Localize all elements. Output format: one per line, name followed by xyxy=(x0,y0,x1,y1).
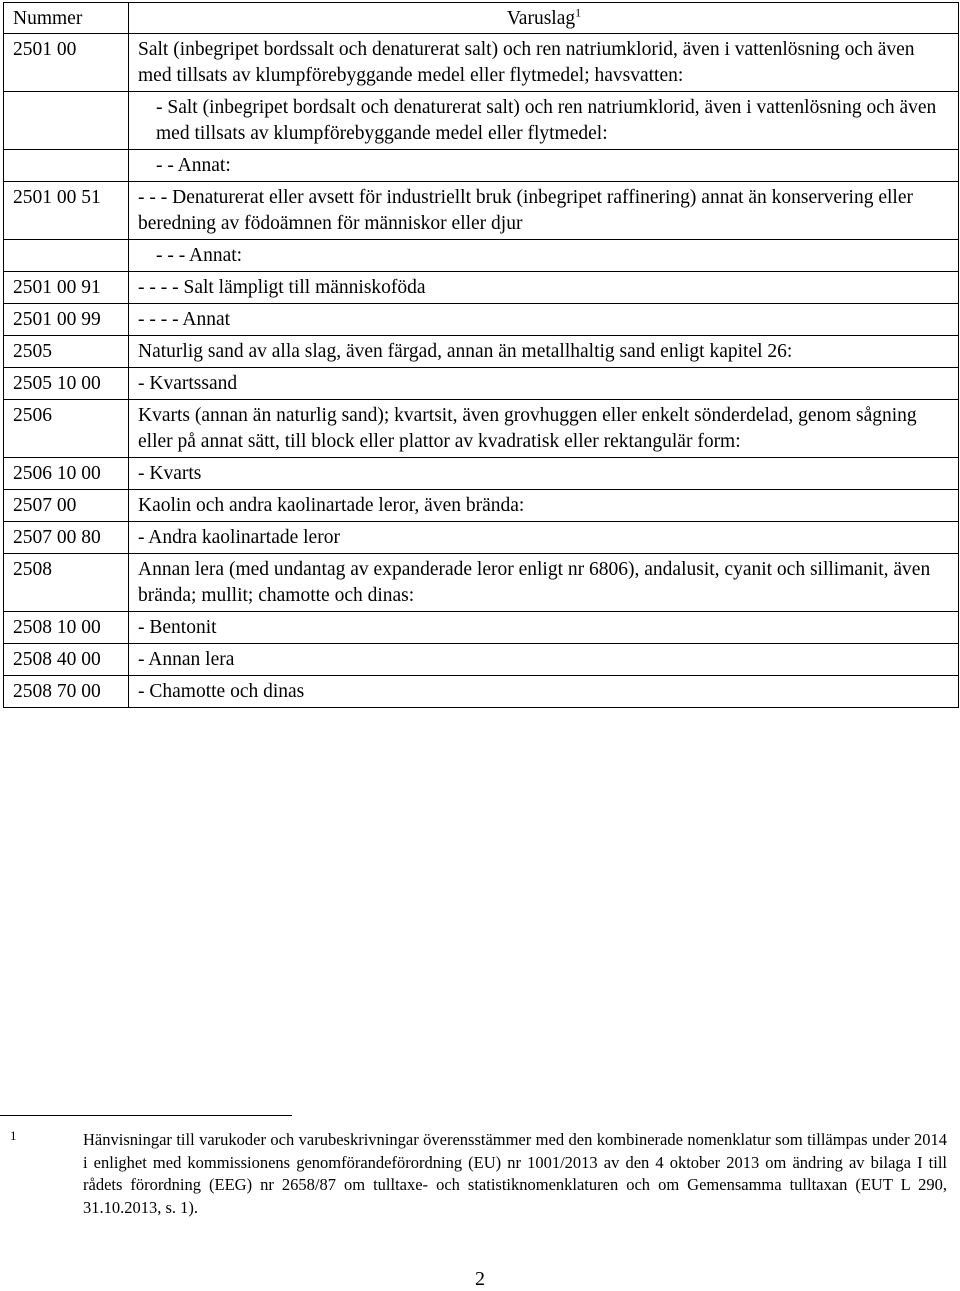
row-code: 2508 10 00 xyxy=(4,612,129,644)
row-description: - - - Annat: xyxy=(129,240,959,272)
row-code: 2507 00 80 xyxy=(4,522,129,554)
table-row xyxy=(4,304,959,336)
table-row xyxy=(4,676,959,708)
footnote-text: Hänvisningar till varukoder och varubeskrivningar överensstämmer med den kombinerade nomenklatur som tillämpas under 2014 i enlighet med kommissionens genomförandeförordning (EU) nr 1001/2013 av den 4 oktober 2013 om ändring av bilaga I till rådets förordning (EEG) nr 2658/87 om tulltaxe- och statistiknomenklaturen och om Gemensamma tulltaxan (EUT L 290, 31.10.2013, s. 1). xyxy=(83,1130,947,1217)
tariff-table xyxy=(3,2,959,708)
table-row xyxy=(4,522,959,554)
row-code xyxy=(4,240,129,272)
row-description: - - - - Annat xyxy=(129,304,959,336)
row-description: - - - Denaturerat eller avsett för industriellt bruk (inbegripet raffinering) annat än konservering eller beredning av födoämnen för människor eller djur xyxy=(129,182,959,240)
table-row xyxy=(4,92,959,150)
page-number: 2 xyxy=(475,1268,485,1290)
row-description: - Kvartssand xyxy=(129,368,959,400)
footnote-reference: 1 xyxy=(575,5,582,20)
row-description: Kvarts (annan än naturlig sand); kvartsit, även grovhuggen eller enkelt sönderdelad, genom sågning eller på annat sätt, till block eller plattor av kvadratisk eller rektangulär form: xyxy=(129,400,959,458)
row-description: Naturlig sand av alla slag, även färgad, annan än metallhaltig sand enligt kapitel 26: xyxy=(129,336,959,368)
row-code: 2505 10 00 xyxy=(4,368,129,400)
row-code: 2507 00 xyxy=(4,490,129,522)
header-description xyxy=(129,3,959,34)
table-row xyxy=(4,400,959,458)
footnote-mark: 1 xyxy=(10,1128,17,1143)
row-description: - - - - Salt lämpligt till människoföda xyxy=(129,272,959,304)
table-row xyxy=(4,554,959,612)
row-code: 2508 40 00 xyxy=(4,644,129,676)
table-row xyxy=(4,240,959,272)
table-row xyxy=(4,612,959,644)
row-code: 2505 xyxy=(4,336,129,368)
row-code: 2506 10 00 xyxy=(4,458,129,490)
row-description: - Annan lera xyxy=(129,644,959,676)
row-code xyxy=(4,150,129,182)
row-code: 2508 xyxy=(4,554,129,612)
table-header-row xyxy=(4,3,959,34)
row-description: - - Annat: xyxy=(129,150,959,182)
row-code: 2501 00 91 xyxy=(4,272,129,304)
table-row xyxy=(4,336,959,368)
row-description: - Kvarts xyxy=(129,458,959,490)
row-description: Annan lera (med undantag av expanderade leror enligt nr 6806), andalusit, cyanit och sillimanit, även brända; mullit; chamotte och dinas: xyxy=(129,554,959,612)
row-code: 2506 xyxy=(4,400,129,458)
table-row xyxy=(4,272,959,304)
row-code: 2501 00 99 xyxy=(4,304,129,336)
table-row xyxy=(4,490,959,522)
row-description: - Salt (inbegripet bordsalt och denaturerat salt) och ren natriumklorid, även i vattenlösning och även med tillsats av klumpförebyggande medel eller flytmedel: xyxy=(129,92,959,150)
header-description-label: Varuslag xyxy=(506,8,576,29)
table-row xyxy=(4,458,959,490)
row-description: Salt (inbegripet bordssalt och denaturerat salt) och ren natriumklorid, även i vattenlösning och även med tillsats av klumpförebyggande medel eller flytmedel; havsvatten: xyxy=(129,34,959,92)
table-row xyxy=(4,368,959,400)
row-description: - Bentonit xyxy=(129,612,959,644)
table-body xyxy=(4,34,959,708)
row-description: Kaolin och andra kaolinartade leror, även brända: xyxy=(129,490,959,522)
row-code: 2501 00 xyxy=(4,34,129,92)
table-row xyxy=(4,150,959,182)
row-description: - Chamotte och dinas xyxy=(129,676,959,708)
table-row xyxy=(4,34,959,92)
row-description: - Andra kaolinartade leror xyxy=(129,522,959,554)
row-code xyxy=(4,92,129,150)
header-number: Nummer xyxy=(4,3,129,34)
footnote-separator xyxy=(0,1115,292,1116)
row-code: 2501 00 51 xyxy=(4,182,129,240)
row-code: 2508 70 00 xyxy=(4,676,129,708)
table-row xyxy=(4,182,959,240)
table-row xyxy=(4,644,959,676)
